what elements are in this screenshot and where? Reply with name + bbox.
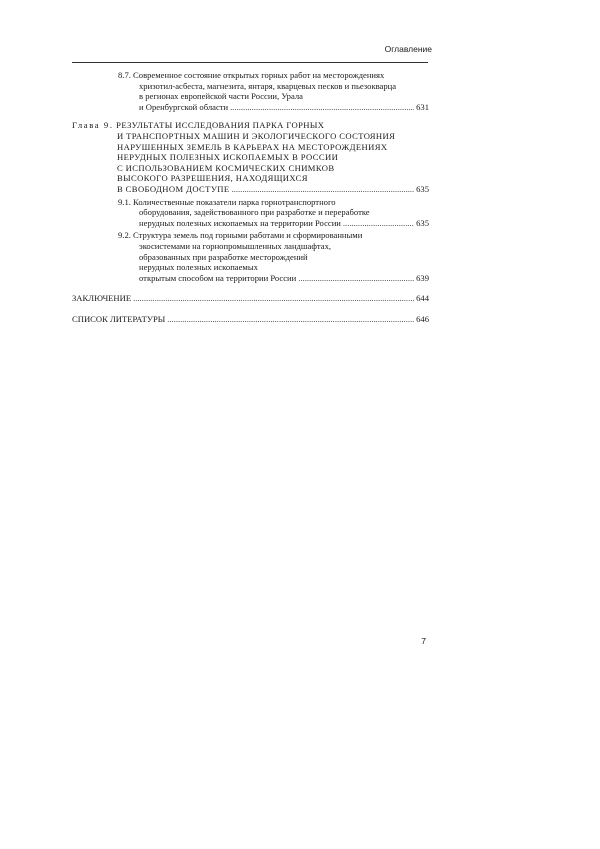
toc-entry-8-7-last-line (118, 102, 429, 113)
toc-entry-9-2-line5: открытым способом на территории России (139, 272, 297, 283)
dot-leader (167, 314, 414, 325)
page-number: 7 (421, 636, 426, 646)
toc-references-page: 646 (416, 313, 429, 324)
table-of-contents (72, 70, 429, 332)
toc-entry-9-1-last-line (118, 218, 429, 229)
dot-leader (298, 273, 414, 284)
toc-entry-9-1-line1: 9.1. Количественные показатели парка горнотранспортного (118, 196, 336, 207)
toc-conclusion-page: 644 (416, 293, 429, 304)
toc-references[interactable] (72, 314, 429, 325)
toc-conclusion[interactable] (72, 293, 429, 304)
toc-chapter-9[interactable] (72, 120, 429, 194)
chapter-title-line1: РЕЗУЛЬТАТЫ ИССЛЕДОВАНИЯ ПАРКА ГОРНЫХ (116, 120, 325, 131)
toc-entry-9-2-line2: экосистемами на горнопромышленных ландшафтах, (139, 240, 332, 251)
toc-references-label: СПИСОК ЛИТЕРАТУРЫ (72, 313, 166, 324)
toc-references-line (72, 314, 429, 325)
toc-entry-8-7-line4: и Оренбургской области (139, 101, 229, 112)
toc-chapter-9-line4: НЕРУДНЫХ ПОЛЕЗНЫХ ИСКОПАЕМЫХ В РОССИИ (117, 152, 339, 163)
toc-chapter-9-line1 (72, 120, 429, 131)
toc-chapter-9-page: 635 (416, 183, 429, 194)
toc-entry-9-1-page: 635 (416, 217, 429, 228)
dot-leader (232, 184, 415, 195)
chapter-label: Глава 9. (72, 120, 114, 131)
toc-entry-8-7-line3: в регионах европейской части России, Урала (139, 91, 303, 102)
toc-chapter-9-line5: С ИСПОЛЬЗОВАНИЕМ КОСМИЧЕСКИХ СНИМКОВ (117, 162, 335, 173)
toc-entry-9-1-line3: нерудных полезных ископаемых на территории России (139, 217, 341, 228)
toc-entry-8-7-line1: 8.7. Современное состояние открытых горных работ на месторождениях (118, 70, 385, 80)
toc-entry-9-2-line4: нерудных полезных ископаемых (139, 262, 258, 273)
toc-entry-9-2-line3: образованных при разработке месторождений (139, 251, 308, 262)
toc-entry-8-7[interactable] (72, 70, 429, 112)
toc-chapter-9-line3: НАРУШЕННЫХ ЗЕМЕЛЬ В КАРЬЕРАХ НА МЕСТОРОЖДЕНИЯХ (117, 141, 388, 152)
toc-conclusion-label: ЗАКЛЮЧЕНИЕ (72, 293, 132, 304)
toc-entry-9-1[interactable] (72, 197, 429, 229)
toc-entry-8-7-line2: хризотил-асбеста, магнезита, янтаря, кварцевых песков и пьезокварца (139, 80, 397, 91)
toc-entry-9-1-line2: оборудования, задействованного при разработке и переработке (139, 207, 370, 218)
toc-chapter-9-last-line (72, 184, 429, 195)
dot-leader (343, 218, 414, 229)
toc-chapter-9-line7: В СВОБОДНОМ ДОСТУПЕ (117, 183, 230, 194)
toc-entry-9-2-line1: 9.2. Структура земель под горными работами и сформированными (118, 230, 363, 241)
toc-entry-9-2-page: 639 (416, 272, 429, 283)
running-header: Оглавление (384, 44, 432, 54)
toc-conclusion-line (72, 293, 429, 304)
toc-chapter-9-line6: ВЫСОКОГО РАЗРЕШЕНИЯ, НАХОДЯЩИХСЯ (117, 173, 308, 184)
toc-entry-9-2-last-line (118, 273, 429, 284)
dot-leader (230, 102, 414, 113)
toc-entry-8-7-page: 631 (416, 101, 429, 112)
toc-chapter-9-line2: И ТРАНСПОРТНЫХ МАШИН И ЭКОЛОГИЧЕСКОГО СОСТОЯНИЯ (117, 130, 396, 141)
dot-leader (133, 293, 414, 304)
toc-entry-9-2[interactable] (72, 230, 429, 283)
header-rule (72, 62, 428, 63)
